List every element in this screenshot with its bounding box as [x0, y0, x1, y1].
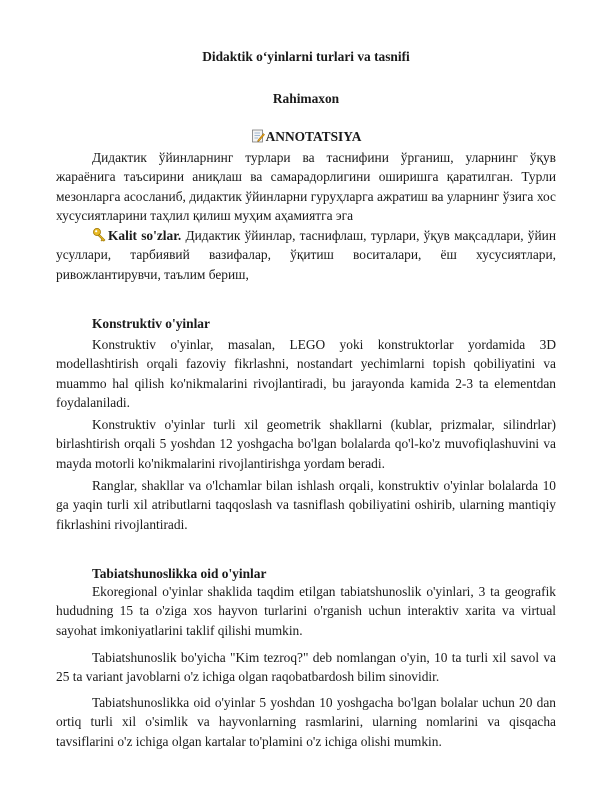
- paper-title: Didaktik o‘yinlarni turlari va tasnifi: [202, 49, 410, 64]
- author-name: Rahimaxon: [272, 91, 340, 106]
- section2-paragraph-3: Tabiatshunoslikka oid o'yinlar 5 yoshdan 10 yoshgacha bo'lgan bolalar uchun 20 dan ortiq turli xil o'simlik va hayvonlarning rasmlarini, ularning nomlarini va qisqacha tavsiflarini o'z ichiga olgan kartalar to'plamini o'z ichiga olishi mumkin.: [56, 695, 556, 749]
- keywords-label: Kalit so'zlar.: [108, 228, 182, 243]
- section2-paragraph-1: Ekoregional o'yinlar shaklida taqdim etilgan tabiatshunoslik o'yinlari, 3 ta geografik hududning 15 ta o'ziga xos hayvon turlarini o'rganish uchun interaktiv xarita va virtual sayohat imkoniyatlarini taklif qilishi mumkin.: [56, 584, 556, 638]
- section-heading-konstruktiv: Konstruktiv o'yinlar: [92, 316, 210, 331]
- section1-paragraph-2: Konstruktiv o'yinlar turli xil geometrik shakllarni (kublar, prizmalar, silindrlar) birlashtirish orqali 5 yoshdan 12 yoshgacha bo'lgan bolalarda qo'l-ko'z muvofiqlashuvini va mayda motorli ko'nikmalarini rivojlantirishga yordam beradi.: [56, 417, 556, 471]
- annotation-text: Дидактик ўйинларнинг турлари ва таснифини ўрганиш, уларнинг ўқув жараёнига таъсирини аниқлаш ва самарадорлигини оширишга қаратилган. Турли мезонларга асосланиб, дидактик ўйинларни гуруҳларга ажратиш ва уларнинг ўзига хос хусусиятларини таҳлил қилиш муҳим аҳамиятга эга: [56, 150, 556, 224]
- key-icon: [92, 227, 107, 242]
- section1-paragraph-3: Ranglar, shakllar va o'lchamlar bilan ishlash orqali, konstruktiv o'yinlar bolalarda 10 ga yaqin turli xil atributlarni taqqoslash va tasniflash qobiliyatini oshirib, ularning mantiqiy fikrlashini rivojlantiradi.: [56, 478, 556, 532]
- section-heading-tabiatshunoslik: Tabiatshunoslikka oid o'yinlar: [92, 566, 267, 581]
- annotation-heading-row: [0, 129, 612, 145]
- section2-paragraph-2: Tabiatshunoslik bo'yicha "Kim tezroq?" deb nomlangan o'yin, 10 ta turli xil savol va 25 ta variant javoblarni o'z ichiga olgan raqobatbardosh bilim sinovidir.: [56, 650, 556, 685]
- memo-icon: [251, 129, 265, 143]
- keywords-text: Дидактик ўйинлар, таснифлаш, турлари, ўқув мақсадлари, ўйин усуллари, тарбиявий вазифалар, ўқитиш воситалари, ёш хусусиятлари, ривожлантирувчи, таълим бериш,: [56, 228, 556, 282]
- annotation-heading: ANNOTATSIYA: [265, 129, 362, 144]
- keywords-paragraph: [56, 226, 556, 284]
- section1-paragraph-1: Konstruktiv o'yinlar, masalan, LEGO yoki konstruktorlar yordamida 3D modellashtirish orqali fazoviy fikrlashni, nostandart yechimlarni topish qobiliyatini va muammo hal qilish ko'nikmalarini rivojlantiradi, bu jarayonda kamida 2-3 ta elementdan foydalaniladi.: [56, 337, 556, 411]
